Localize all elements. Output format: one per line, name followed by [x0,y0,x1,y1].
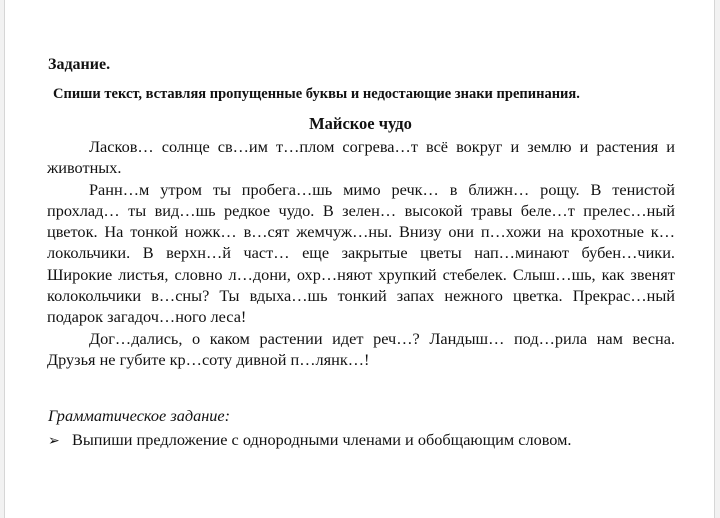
arrow-bullet-icon: ➢ [48,434,60,449]
paragraph: Ранн…м утром ты пробега…шь мимо речк… в ближн… рощу. В тенистой прохлад… ты вид…шь редкое чудо. В зелен… высокой травы беле…т прелес…ный цветок. На тонкой ножк… в…сят жемчуж…ны. Внизу они п…хожи на крохотные к…локольчики. В верхн…й част… еще закрытые цветы нап…минают бубен…чики. Широкие листья, словно л…дони, охр…няют хрупкий стебелек. Слыш…шь, как звенят колокольчики в…сны? Ты вдыха…шь тонкий запах нежного цветка. Прекрас…ный подарок загадоч…ного леса! [47,179,675,327]
paragraph: Дог…дались, о каком растении идет реч…? Ландыш… под…рила нам весна. Друзья не губите кр…соту дивной п…лянк…! [47,328,675,369]
text-title: Майское чудо [309,114,412,133]
document-page [4,0,715,518]
task-instruction: Спиши текст, вставляя пропущенные буквы и недостающие знаки препинания. [53,86,580,102]
grammar-task-title: Грамматическое задание: [48,406,231,425]
grammar-task-item [48,430,688,450]
paragraph: Ласков… солнце св…им т…плом согрева…т всё вокруг и землю и растения и животных. [47,137,675,178]
task-heading: Задание. [48,56,111,73]
dictation-text [47,136,675,370]
grammar-task-text: Выпиши предложение с однородными членами и обобщающим словом. [72,430,572,449]
